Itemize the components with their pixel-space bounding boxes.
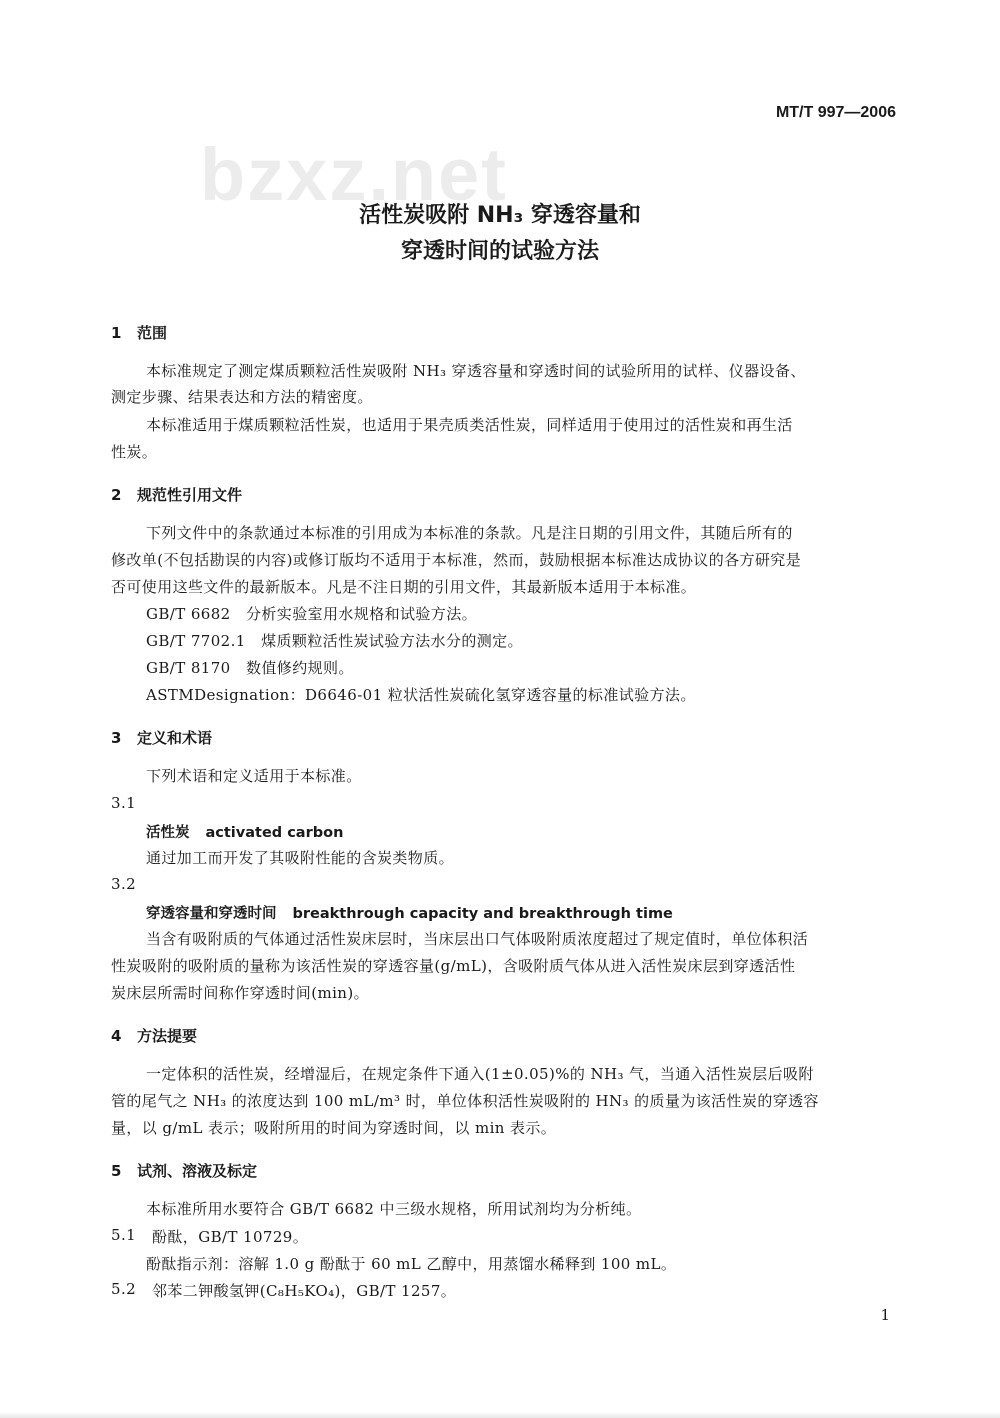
paragraph-line: 本标准适用于煤质颗粒活性炭，也适用于果壳质类活性炭，同样适用于使用过的活性炭和再生活 [146, 416, 793, 434]
paragraph-line: 下列文件中的条款通过本标准的引用成为本标准的条款。凡是注日期的引用文件，其随后所有的 [146, 524, 793, 542]
term-definition: 炭床层所需时间称作穿透时间(min)。 [111, 984, 369, 1002]
term-chinese: 活性炭 [146, 825, 190, 841]
term-chinese: 穿透容量和穿透时间 [146, 906, 277, 922]
section-title: 范围 [137, 324, 168, 342]
paragraph-line: 下列术语和定义适用于本标准。 [146, 767, 362, 785]
section-number: 3 [111, 729, 122, 747]
paragraph-line: 测定步骤、结果表达和方法的精密度。 [111, 388, 373, 406]
paragraph-line: 本标准规定了测定煤质颗粒活性炭吸附 NH₃ 穿透容量和穿透时间的试验所用的试样、仪器设备、 [146, 362, 806, 380]
term-definition: 性炭吸附的吸附质的量称为该活性炭的穿透容量(g/mL)，含吸附质气体从进入活性炭床层到穿透活性 [111, 957, 796, 975]
title-line-1: 活性炭吸附 NH₃ 穿透容量和 [359, 203, 641, 228]
page-number: 1 [880, 1306, 890, 1324]
clause-text: 酚酞，GB/T 10729。 [152, 1228, 309, 1246]
reference-item: GB/T 7702.1 煤质颗粒活性炭试验方法水分的测定。 [146, 632, 523, 650]
paragraph-line: 一定体积的活性炭，经增湿后，在规定条件下通入(1±0.05)%的 NH₃ 气，当通入活性炭层后吸附 [146, 1065, 814, 1083]
section-2-heading [111, 484, 242, 505]
section-number: 1 [111, 324, 122, 342]
title-line-2: 穿透时间的试验方法 [400, 239, 599, 264]
section-title: 定义和术语 [137, 729, 213, 747]
page-edge [0, 1412, 1000, 1418]
section-title: 方法提要 [137, 1027, 198, 1045]
section-number: 2 [111, 486, 122, 504]
reference-item: ASTMDesignation：D6646-01 粒状活性炭硫化氢穿透容量的标准试验方法。 [146, 686, 696, 704]
clause-text: 邻苯二钾酸氢钾(C₈H₅KO₄)，GB/T 1257。 [152, 1282, 457, 1300]
term-english: activated carbon [205, 825, 344, 841]
term-definition: 当含有吸附质的气体通过活性炭床层时，当床层出口气体吸附质浓度超过了规定值时，单位体积活 [146, 930, 809, 948]
term-heading [146, 902, 673, 923]
clause-number: 5.1 [111, 1226, 137, 1244]
section-number: 4 [111, 1027, 122, 1045]
watermark: bzxz.net [200, 133, 508, 216]
term-heading [146, 821, 343, 842]
clause-number: 3.2 [111, 875, 137, 893]
paragraph-line: 本标准所用水要符合 GB/T 6682 中三级水规格，所用试剂均为分析纯。 [146, 1200, 642, 1218]
standard-number: MT/T 997—2006 [775, 104, 896, 121]
paragraph-line: 否可使用这些文件的最新版本。凡是不注日期的引用文件，其最新版本适用于本标准。 [111, 578, 697, 596]
section-1-heading [111, 322, 167, 343]
reference-item: GB/T 6682 分析实验室用水规格和试验方法。 [146, 605, 478, 623]
section-4-heading [111, 1025, 197, 1046]
section-5-heading [111, 1160, 257, 1181]
term-english: breakthrough capacity and breakthrough time [292, 906, 673, 922]
section-3-heading [111, 727, 212, 748]
clause-detail: 酚酞指示剂：溶解 1.0 g 酚酞于 60 mL 乙醇中，用蒸馏水稀释到 100 mL。 [146, 1255, 677, 1273]
clause-number: 5.2 [111, 1280, 137, 1298]
paragraph-line: 修改单(不包括勘误的内容)或修订版均不适用于本标准，然而，鼓励根据本标准达成协议的各方研究是 [111, 551, 802, 569]
clause-number: 3.1 [111, 794, 137, 812]
section-number: 5 [111, 1162, 122, 1180]
section-title: 试剂、溶液及标定 [137, 1162, 258, 1180]
paragraph-line: 性炭。 [111, 443, 158, 461]
paragraph-line: 量，以 g/mL 表示；吸附所用的时间为穿透时间，以 min 表示。 [111, 1119, 557, 1137]
section-title: 规范性引用文件 [137, 486, 243, 504]
term-definition: 通过加工而开发了其吸附性能的含炭类物质。 [146, 849, 455, 867]
paragraph-line: 管的尾气之 NH₃ 的浓度达到 100 mL/m³ 时，单位体积活性炭吸附的 HN₃ 的质量为该活性炭的穿透容 [111, 1092, 819, 1110]
reference-item: GB/T 8170 数值修约规则。 [146, 659, 354, 677]
